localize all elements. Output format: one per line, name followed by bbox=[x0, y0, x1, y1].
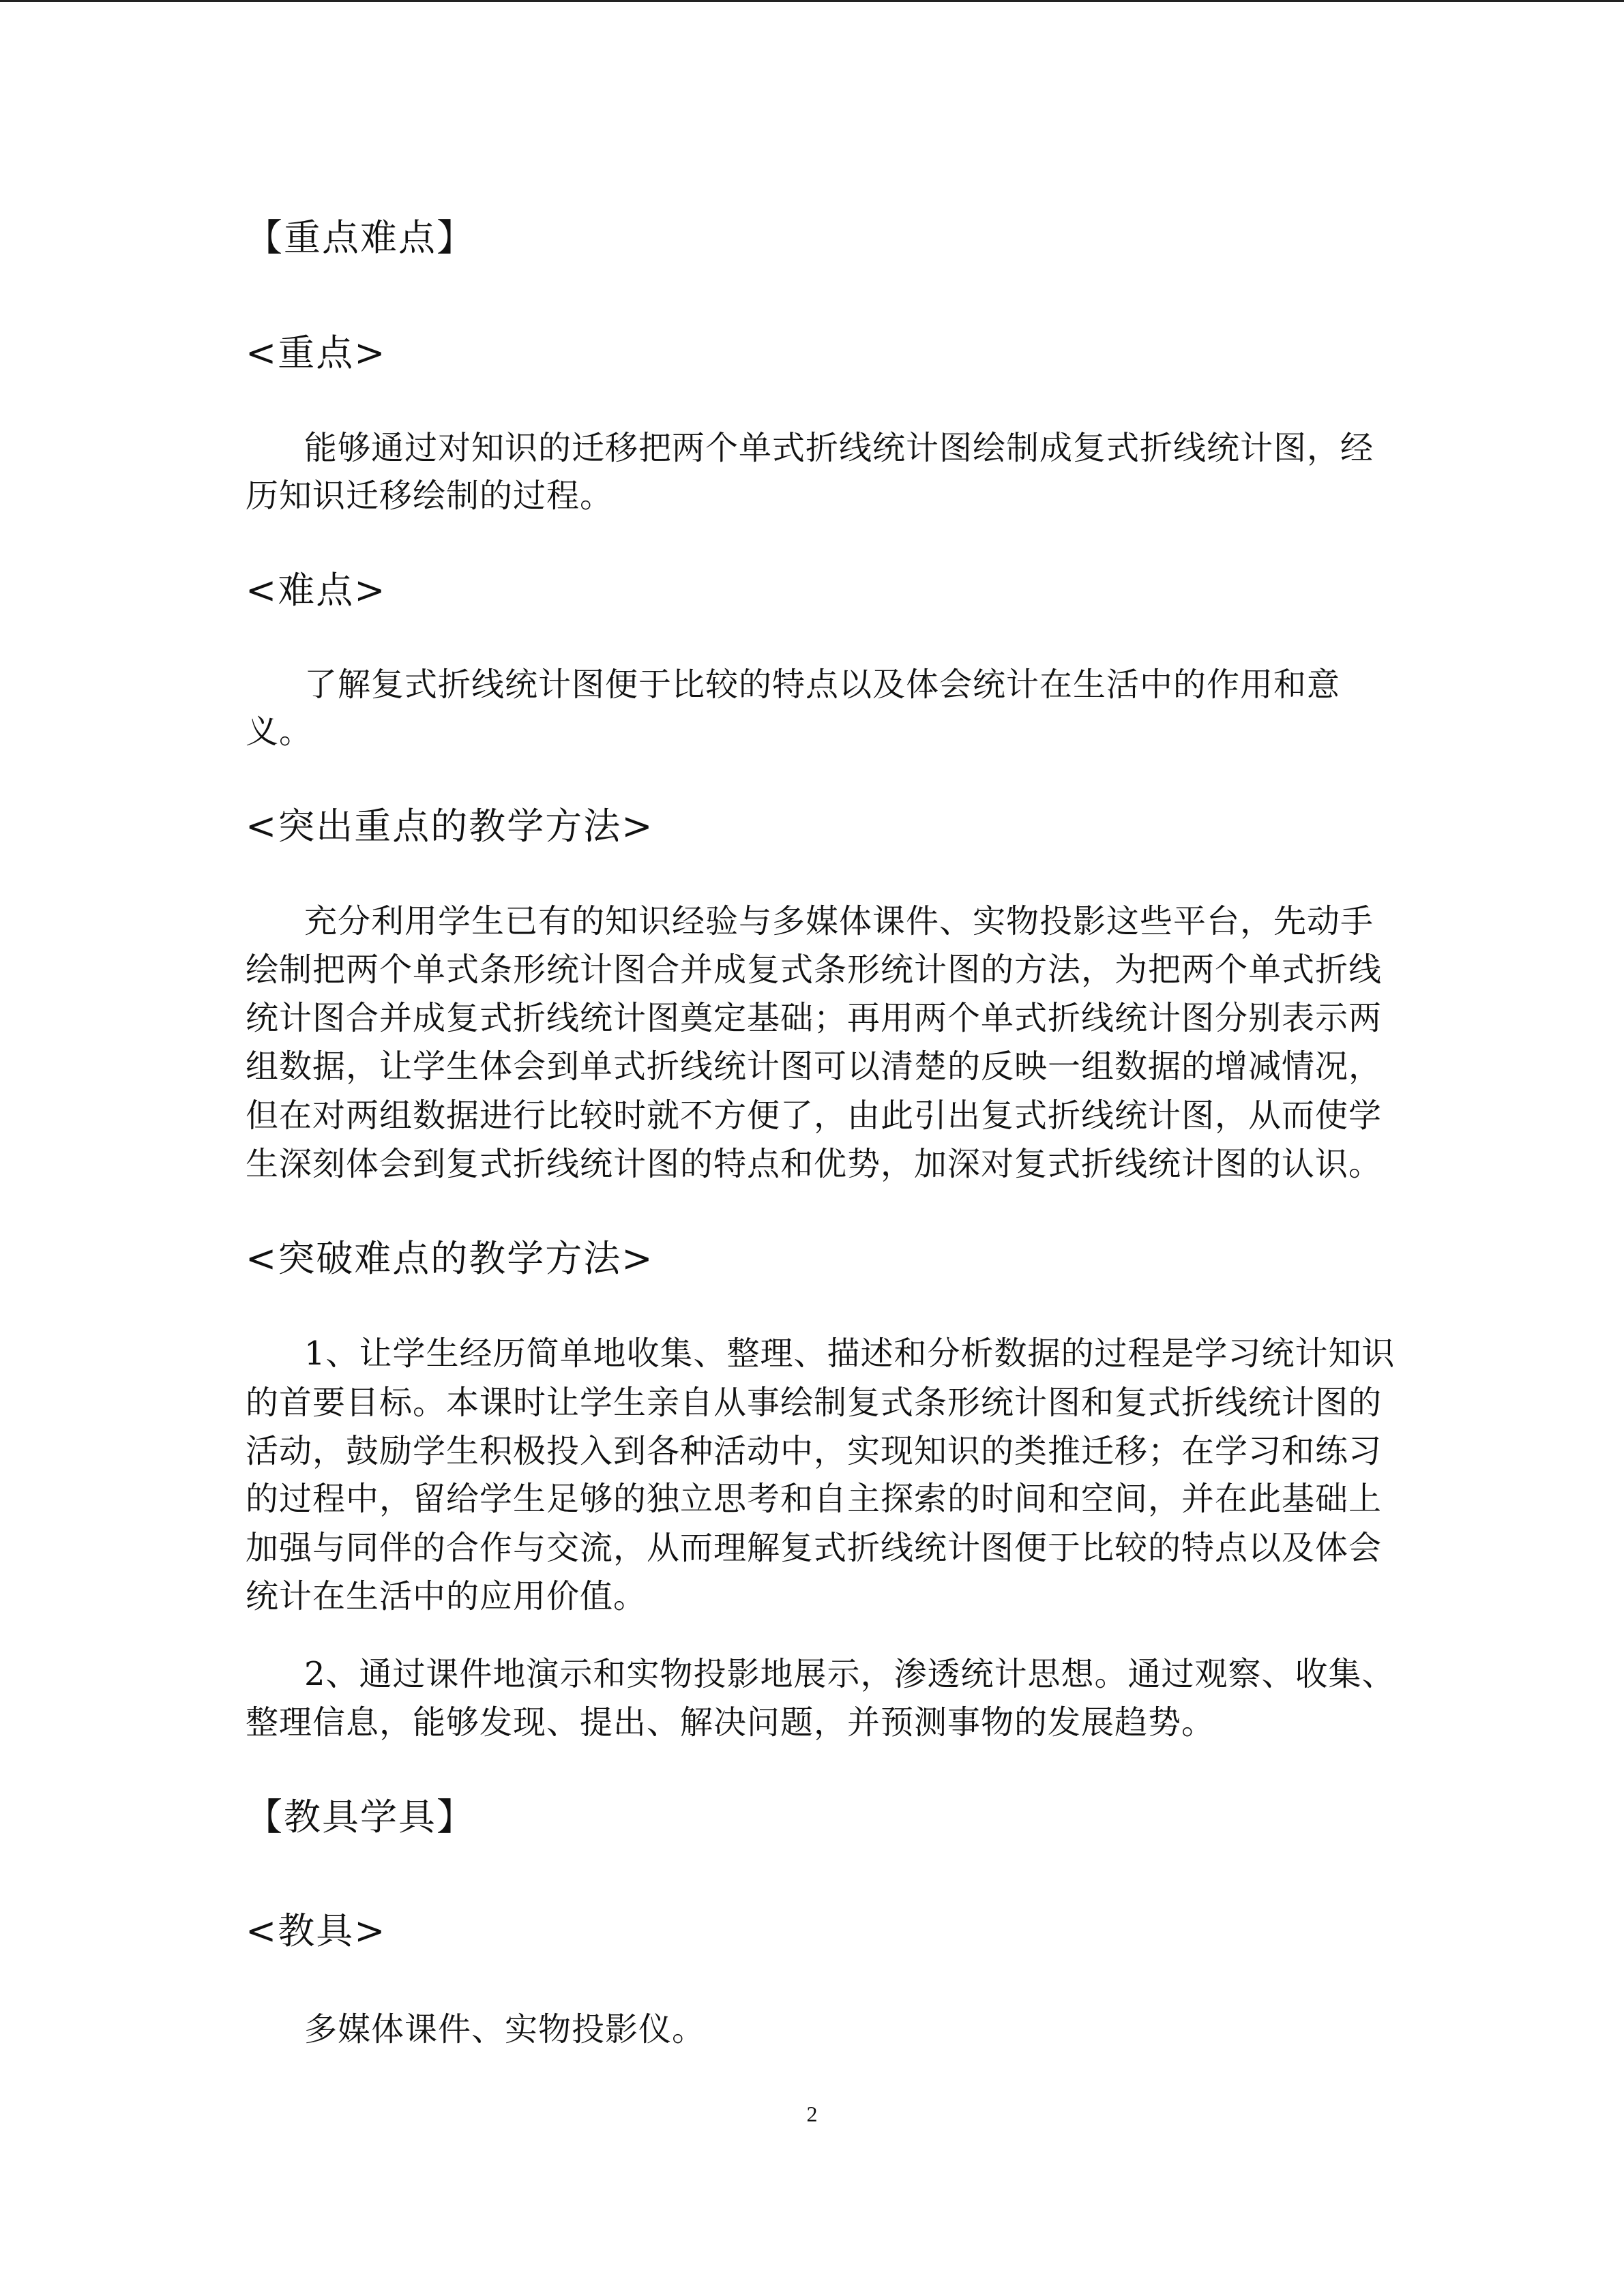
page-number: 2 bbox=[806, 2102, 818, 2126]
subheading-method-difficulty: <突破难点的教学方法> bbox=[246, 1237, 654, 1280]
paragraph-line: 组数据，让学生体会到单式折线统计图可以清楚的反映一组数据的增减情况， bbox=[246, 1047, 1383, 1086]
paragraph-line: 多媒体课件、实物投影仪。 bbox=[304, 2010, 706, 2048]
paragraph-line: 了解复式折线统计图便于比较的特点以及体会统计在生活中的作用和意 bbox=[304, 666, 1341, 704]
paragraph-line: 义。 bbox=[246, 713, 313, 751]
paragraph-line: 统计图合并成复式折线统计图奠定基础；再用两个单式折线统计图分别表示两 bbox=[246, 999, 1383, 1037]
paragraph-line: 的首要目标。本课时让学生亲自从事绘制复式条形统计图和复式折线统计图的 bbox=[246, 1384, 1383, 1422]
paragraph-line: 统计在生活中的应用价值。 bbox=[246, 1577, 647, 1615]
paragraph-line: 1、让学生经历简单地收集、整理、描述和分析数据的过程是学习统计知识 bbox=[304, 1335, 1396, 1373]
subheading-tools: <教具> bbox=[246, 1909, 387, 1952]
paragraph-line: 但在对两组数据进行比较时就不方便了，由此引出复式折线统计图，从而使学 bbox=[246, 1097, 1383, 1135]
subheading-method-key: <突出重点的教学方法> bbox=[246, 805, 654, 848]
paragraph-line: 活动，鼓励学生积极投入到各种活动中，实现知识的类推迁移；在学习和练习 bbox=[246, 1432, 1383, 1470]
paragraph-line: 历知识迁移绘制的过程。 bbox=[246, 477, 614, 515]
paragraph-line: 整理信息，能够发现、提出、解决问题，并预测事物的发展趋势。 bbox=[246, 1703, 1215, 1742]
paragraph-line: 加强与同伴的合作与交流，从而理解复式折线统计图便于比较的特点以及体会 bbox=[246, 1529, 1383, 1567]
paragraph-line: 生深刻体会到复式折线统计图的特点和优势，加深对复式折线统计图的认识。 bbox=[246, 1145, 1383, 1183]
subheading-difficulty: <难点> bbox=[246, 569, 387, 612]
paragraph-line: 2、通过课件地演示和实物投影地展示，渗透统计思想。通过观察、收集、 bbox=[304, 1655, 1396, 1693]
paragraph-line: 充分利用学生已有的知识经验与多媒体课件、实物投影这些平台，先动手 bbox=[304, 902, 1374, 940]
page-top-border bbox=[0, 0, 1624, 2]
subheading-key-point: <重点> bbox=[246, 331, 387, 374]
section-heading-tools: 【教具学具】 bbox=[246, 1795, 475, 1838]
section-heading-key-points: 【重点难点】 bbox=[246, 216, 475, 259]
paragraph-line: 能够通过对知识的迁移把两个单式折线统计图绘制成复式折线统计图，经 bbox=[304, 429, 1374, 467]
paragraph-line: 的过程中，留给学生足够的独立思考和自主探索的时间和空间，并在此基础上 bbox=[246, 1480, 1383, 1518]
paragraph-line: 绘制把两个单式条形统计图合并成复式条形统计图的方法，为把两个单式折线 bbox=[246, 951, 1383, 989]
